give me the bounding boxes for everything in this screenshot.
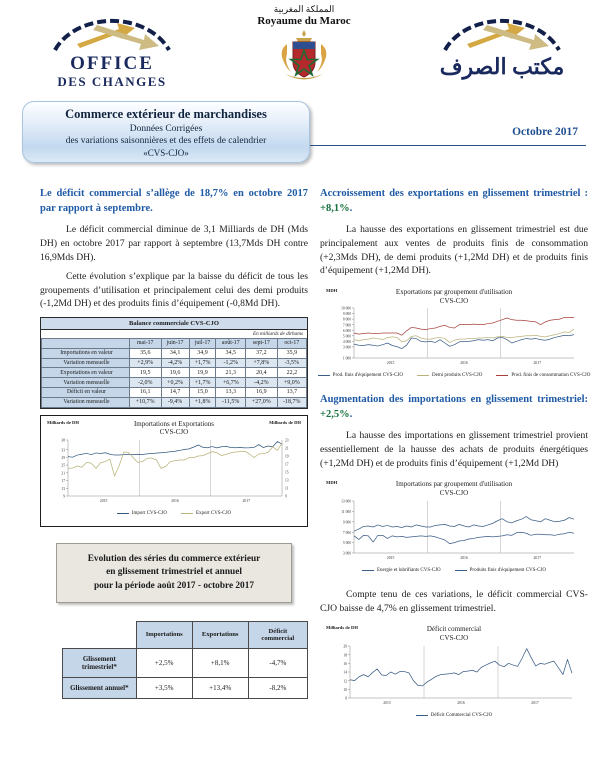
glissement-corner-cell: [63, 621, 137, 648]
table-cell: 15,0: [189, 388, 216, 398]
balance-commerciale-table: [40, 317, 308, 408]
callout-line-3: pour la période août 2017 - octobre 2017: [93, 580, 255, 591]
callout-line-2: en glissement trimestriel et annuel: [106, 567, 242, 578]
glissement-header-row: [63, 621, 308, 648]
svg-text:2015: 2015: [99, 499, 108, 504]
table-cell: +3,5%: [136, 677, 192, 698]
svg-text:8: 8: [345, 696, 347, 701]
table-row: [42, 388, 307, 398]
table-cell: -1,2%: [216, 358, 246, 368]
banner-title: Commerce extérieur de marchandises: [65, 107, 267, 121]
table-cell: 16,1: [129, 388, 161, 398]
svg-text:19: 19: [285, 454, 289, 459]
table-cell: -4,7%: [248, 648, 307, 677]
table-cell: +10,7%: [129, 397, 161, 407]
table-cell: 16,9: [246, 388, 278, 398]
svg-text:10: 10: [343, 687, 347, 692]
table-cell: 14,7: [161, 388, 189, 398]
svg-text:33: 33: [61, 448, 65, 453]
svg-text:38: 38: [61, 438, 65, 443]
table-cell: 35,6: [129, 348, 161, 358]
table-cell: 20,4: [246, 368, 278, 378]
table-cell: 19,5: [129, 368, 161, 378]
table-cell: 19,6: [161, 368, 189, 378]
left-column: [40, 186, 308, 699]
left-paragraph-2: Cette évolution s’explique par la baisse du déficit de tous les groupements d’utilisation et principalement celui des demi produits (-1,2Md DH) et des produits finis d’équipement (-0,8Md DH).: [40, 271, 308, 310]
svg-text:2017: 2017: [533, 361, 542, 366]
table-cell: +1,7%: [189, 378, 216, 388]
table-cell: -8,2%: [248, 677, 307, 698]
table-corner-cell: [42, 339, 130, 349]
svg-text:7 000: 7 000: [342, 323, 351, 328]
title-banner: [22, 101, 310, 163]
table-row: [63, 648, 308, 677]
table-row: [42, 358, 307, 368]
svg-text:2017: 2017: [533, 555, 542, 560]
left-heading: Le déficit commercial s’allège de 18,7% en octobre 2017 par rapport à septembre.: [40, 188, 308, 215]
chart-deficit-ylabel: Milliards de DH: [326, 625, 358, 631]
svg-text:4 000: 4 000: [342, 340, 351, 345]
table-header-row: [42, 339, 307, 349]
table-cell: +7,8%: [246, 358, 278, 368]
office-des-changes-logo-arabic: [432, 16, 572, 79]
table-cell: +1,7%: [189, 358, 216, 368]
importations-trimestriel-value: +2,5%: [320, 409, 350, 421]
table-cell: 34,9: [189, 348, 216, 358]
chart-import-export-legend: [41, 509, 307, 520]
svg-text:13 000: 13 000: [341, 499, 351, 504]
legend-item-import: Import CVS-CJO: [117, 511, 167, 516]
legend-item-equipement: Prod. finis d'équipement CVS-CJO: [318, 373, 403, 378]
svg-text:11: 11: [285, 486, 289, 491]
row-label: Variation mensuelle: [42, 397, 130, 407]
legend-item-demi-produits: Demi produits CVS-CJO: [417, 373, 482, 378]
svg-text:13: 13: [61, 486, 65, 491]
svg-text:2016: 2016: [457, 700, 465, 705]
morocco-coat-of-arms-icon: [214, 28, 394, 89]
col-juil-17: juil-17: [189, 339, 216, 349]
banner-subtitle-2: des variations saisonnières et des effets de calendrier: [65, 135, 267, 146]
crest-french-label: Royaume du Maroc: [257, 15, 351, 27]
exportations-trimestriel-value: +8,1%: [320, 203, 350, 215]
report-date: Octobre 2017: [512, 126, 578, 138]
row-label: Variation mensuelle: [42, 378, 130, 388]
col-mai-17: mai-17: [129, 339, 161, 349]
col-deficit-commercial: Déficit commercial: [248, 621, 307, 648]
col-sept-17: sept-17: [246, 339, 278, 349]
table-cell: +13,4%: [192, 677, 248, 698]
svg-text:12: 12: [343, 679, 347, 684]
right-paragraph-importations: La hausse des importations en glissement trimestriel provient essentiellement de la hausse des achats de produits énergétiques (+1,2Md DH) et de produits finis d’équipement (+1,2Md DH): [320, 430, 588, 469]
chart-import-export: [40, 415, 308, 527]
svg-text:29: 29: [61, 456, 65, 461]
row-label: Glissement annuel*: [63, 677, 137, 698]
chart-import-export-ylabel: Milliards de DH: [47, 419, 79, 425]
svg-text:2017: 2017: [531, 700, 539, 705]
svg-text:2016: 2016: [171, 499, 179, 504]
title-banner-area: [0, 95, 608, 173]
right-heading-importations: Augmentation des importations en glissement trimestriel: +2,5%.: [320, 393, 588, 421]
logo-word-des-changes: DES CHANGES: [57, 73, 167, 89]
callout-line-1: Evolution des séries du commerce extérieur: [87, 553, 261, 564]
svg-text:2017: 2017: [242, 499, 251, 504]
svg-text:9 000: 9 000: [342, 312, 351, 317]
chart-importations-title: Importations par groupement d'utilisation: [395, 480, 513, 489]
svg-text:17: 17: [285, 462, 289, 467]
svg-text:6 000: 6 000: [342, 329, 351, 334]
chart-importations-groupement: [320, 476, 588, 580]
table-cell: -4,2%: [246, 378, 278, 388]
table-cell: -11,5%: [216, 397, 246, 407]
chart-import-export-title: Importations et Exportations: [133, 419, 215, 428]
legend-item-export: Export CVS-CJO: [181, 511, 231, 516]
banner-divider: [310, 145, 586, 146]
chart-exportations-ylabel: MDH: [326, 287, 338, 293]
crest-arabic-label: المملكة المغربية: [273, 4, 335, 14]
row-label: Importations en valeur: [42, 348, 130, 358]
table-cell: 34,5: [216, 348, 246, 358]
arrows-arc-icon-arabic: [432, 16, 572, 54]
table-row: [42, 368, 307, 378]
table-cell: +0,2%: [161, 378, 189, 388]
table-row: [42, 378, 307, 388]
table-cell: +2,9%: [129, 358, 161, 368]
svg-text:18: 18: [343, 653, 347, 658]
svg-text:21: 21: [285, 446, 289, 451]
chart-importations-ylabel: MDH: [326, 480, 338, 486]
banner-subtitle-3: «CVS-CJO»: [143, 148, 189, 159]
right-paragraph-exportations: La hausse des exportations en glissement trimestriel est due principalement aux ventes de produits finis de consommation (+2,3Mds DH), de demi produits (+1,2Md DH) et de produits finis d’équipement (+1,2Md DH).: [320, 224, 588, 277]
table-cell: 19,9: [189, 368, 216, 378]
svg-text:9 000: 9 000: [342, 520, 351, 525]
chart-deficit-commercial: [320, 621, 588, 725]
svg-text:2015: 2015: [386, 361, 395, 366]
chart-exportations-title: Exportations par groupement d'utilisation: [395, 287, 513, 296]
balance-table-unit: En milliards de dirhams: [252, 331, 303, 338]
kingdom-crest: [214, 4, 394, 89]
chart-exportations-legend: [320, 371, 591, 382]
right-column: [320, 186, 591, 725]
col-oct-17: oct-17: [277, 339, 306, 349]
chart-import-export-subtitle: CVS-CJO: [159, 428, 189, 437]
table-cell: +27,0%: [246, 397, 278, 407]
table-row: [42, 348, 307, 358]
svg-text:1 000: 1 000: [342, 356, 351, 361]
table-cell: +9,0%: [277, 378, 306, 388]
table-cell: -2,0%: [129, 378, 161, 388]
chart-importations-subtitle: CVS-CJO: [439, 488, 469, 497]
svg-text:8 000: 8 000: [342, 318, 351, 323]
svg-text:13: 13: [285, 478, 289, 483]
chart-exportations-subtitle: CVS-CJO: [439, 296, 469, 305]
table-cell: 37,2: [246, 348, 278, 358]
svg-text:5 000: 5 000: [342, 334, 351, 339]
page-header: [0, 0, 608, 95]
svg-text:25: 25: [61, 463, 65, 468]
svg-text:9: 9: [285, 494, 287, 499]
arrows-arc-icon: [42, 16, 182, 54]
table-row: [42, 397, 307, 407]
svg-text:16: 16: [343, 661, 347, 666]
svg-text:2015: 2015: [386, 555, 395, 560]
chart-importations-plot: [320, 498, 588, 566]
chart-importations-legend: [320, 566, 588, 577]
table-row: [63, 677, 308, 698]
svg-text:11 000: 11 000: [341, 509, 351, 514]
svg-text:15: 15: [285, 470, 289, 475]
table-cell: +1,8%: [189, 397, 216, 407]
logo-word-office: OFFICE: [70, 53, 154, 74]
svg-text:17: 17: [61, 479, 65, 484]
logo-arabic-text: مكتب الصرف: [439, 54, 565, 79]
table-cell: +8,1%: [192, 648, 248, 677]
table-cell: -9,4%: [161, 397, 189, 407]
table-cell: 35,9: [277, 348, 306, 358]
col-aout-17: août-17: [216, 339, 246, 349]
svg-text:14: 14: [343, 670, 347, 675]
table-cell: +2,5%: [136, 648, 192, 677]
left-paragraph-1: Le déficit commercial diminue de 3,1 Milliards de DH (Mds DH) en octobre 2017 par rapport à septembre (13,7Mds DH contre 16,9Mds DH).: [40, 224, 308, 263]
table-cell: 21,3: [216, 368, 246, 378]
office-des-changes-logo: [42, 16, 182, 90]
table-cell: -4,2%: [161, 358, 189, 368]
legend-item-deficit: Déficit Commercial CVS-CJO: [416, 713, 492, 718]
svg-text:23: 23: [285, 438, 289, 443]
chart-deficit-plot: [320, 643, 588, 711]
table-cell: -18,7%: [277, 397, 306, 407]
banner-subtitle-1: Données Corrigées: [129, 123, 203, 134]
chart-deficit-subtitle: CVS-CJO: [439, 634, 469, 643]
chart-import-export-plot: [41, 437, 307, 509]
col-importations: Importations: [136, 621, 192, 648]
chart-import-export-y2label: Milliards de DH: [269, 419, 301, 425]
chart-deficit-legend: [320, 711, 588, 722]
evolution-callout: [56, 543, 292, 603]
glissement-table: [62, 621, 308, 699]
table-cell: -3,5%: [277, 358, 306, 368]
col-juin-17: juin-17: [161, 339, 189, 349]
legend-item-prod-equipement: Produits finis d'équipement CVS-CJO: [455, 568, 546, 573]
svg-text:2015: 2015: [383, 700, 391, 705]
svg-text:5 000: 5 000: [342, 540, 351, 545]
svg-text:3 000: 3 000: [342, 551, 351, 556]
table-cell: 34,1: [161, 348, 189, 358]
row-label: Exportations en valeur: [42, 368, 130, 378]
balance-table-title: Balance commerciale CVS-CJO: [41, 318, 307, 330]
table-cell: +6,7%: [216, 378, 246, 388]
row-label: Glissement trimestriel*: [63, 648, 137, 677]
svg-text:2016: 2016: [460, 361, 468, 366]
row-label: Déficit en valeur: [42, 388, 130, 398]
col-exportations: Exportations: [192, 621, 248, 648]
svg-text:2016: 2016: [460, 555, 468, 560]
chart-exportations-plot: [320, 305, 588, 371]
chart-exportations-groupement: [320, 284, 591, 384]
svg-text:21: 21: [61, 471, 65, 476]
chart-deficit-title: Déficit commercial: [426, 625, 482, 634]
table-cell: 22,2: [277, 368, 306, 378]
legend-item-consommation: Prod. finis de consommation CVS-CJO: [496, 373, 590, 378]
right-heading-exportations: Accroissement des exportations en glissement trimestriel : +8,1%.: [320, 188, 588, 215]
row-label: Variation mensuelle: [42, 358, 130, 368]
svg-text:3 000: 3 000: [342, 345, 351, 350]
svg-text:20: 20: [343, 644, 347, 649]
table-cell: 13,7: [277, 388, 306, 398]
right-paragraph-deficit: Compte tenu de ces variations, le déficit commercial CVS-CJO baisse de 4,7% en glissement trimestriel.: [320, 589, 588, 614]
svg-text:9: 9: [63, 494, 65, 499]
svg-text:10 000: 10 000: [341, 306, 351, 311]
svg-text:7 000: 7 000: [342, 530, 351, 535]
table-cell: 13,3: [216, 388, 246, 398]
legend-item-energie: Energie et lubrifiants CVS-CJO: [362, 568, 441, 573]
